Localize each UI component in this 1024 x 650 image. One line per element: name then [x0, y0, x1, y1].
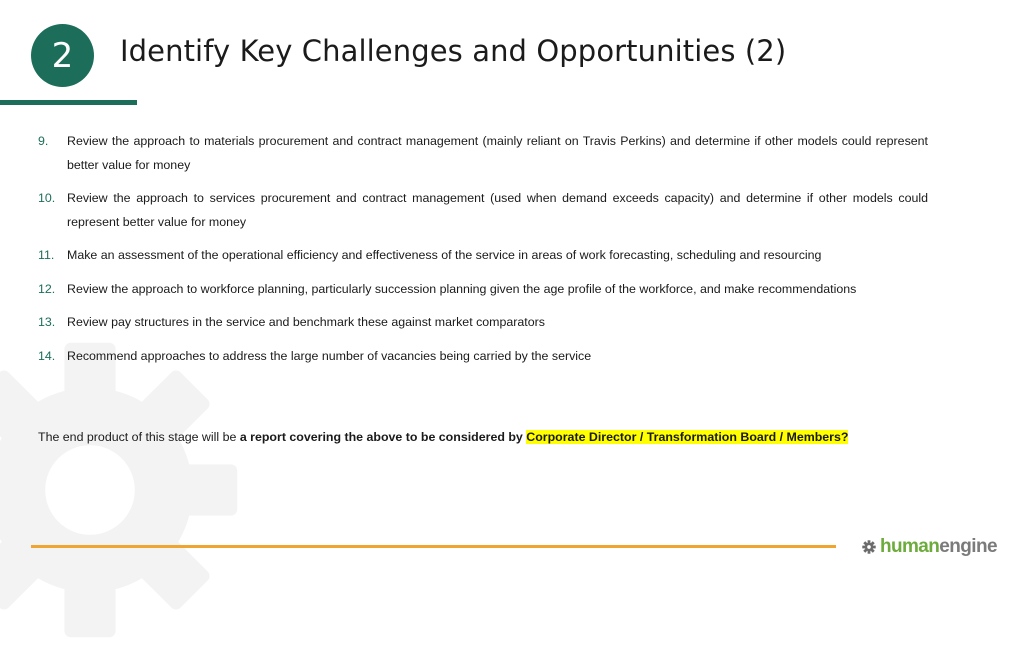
- list-item-text: Review the approach to workforce planning, particularly succession planning given the age profile of the workforce, and make recommendations: [67, 281, 857, 296]
- list-item-number: 11.: [38, 248, 55, 262]
- list-item-text: Recommend approaches to address the large number of vacancies being carried by the service: [67, 348, 592, 363]
- gear-icon: [862, 540, 876, 554]
- list-item-text: Review pay structures in the service and benchmark these against market comparators: [67, 315, 545, 329]
- title-underline: [0, 100, 137, 105]
- conclusion-bold: a report covering the above to be considered by: [239, 430, 527, 445]
- list-item-number: 13.: [38, 315, 56, 329]
- slide-number-badge: 2: [31, 24, 94, 87]
- conclusion-highlight: Corporate Director / Transformation Board / Members?: [526, 430, 849, 445]
- list-item-number: 12.: [38, 281, 56, 296]
- footer-rule: [31, 545, 836, 548]
- list-item: [38, 311, 928, 335]
- list-item: [38, 130, 928, 177]
- list-item-text: Review the approach to services procurement and contract management (used when demand exceeds capacity) and determine if other models could represent better value for money: [67, 191, 928, 229]
- human-engine-logo: [862, 534, 997, 560]
- list-item: [38, 345, 928, 369]
- gear-watermark-icon: [0, 330, 250, 650]
- list-item: [38, 278, 928, 302]
- list-item: [38, 187, 928, 234]
- list-item-text: Make an assessment of the operational efficiency and effectiveness of the service in areas of work forecasting, scheduling and resourcing: [67, 248, 822, 262]
- page-title: Identify Key Challenges and Opportunities (2): [120, 34, 787, 68]
- list-item-number: 10.: [38, 191, 56, 205]
- conclusion-prefix: The end product of this stage will be: [38, 430, 240, 445]
- list-item-number: 14.: [38, 348, 56, 363]
- list-item-number: 9.: [38, 134, 49, 148]
- challenge-list: [38, 130, 928, 368]
- list-item-text: Review the approach to materials procurement and contract management (mainly reliant on Travis Perkins) and determine if other models could represent better value for money: [67, 134, 928, 172]
- conclusion-statement: [38, 426, 848, 449]
- logo-text-engine: engine: [939, 536, 997, 557]
- logo-text-human: human: [880, 536, 940, 557]
- list-item: [38, 244, 928, 268]
